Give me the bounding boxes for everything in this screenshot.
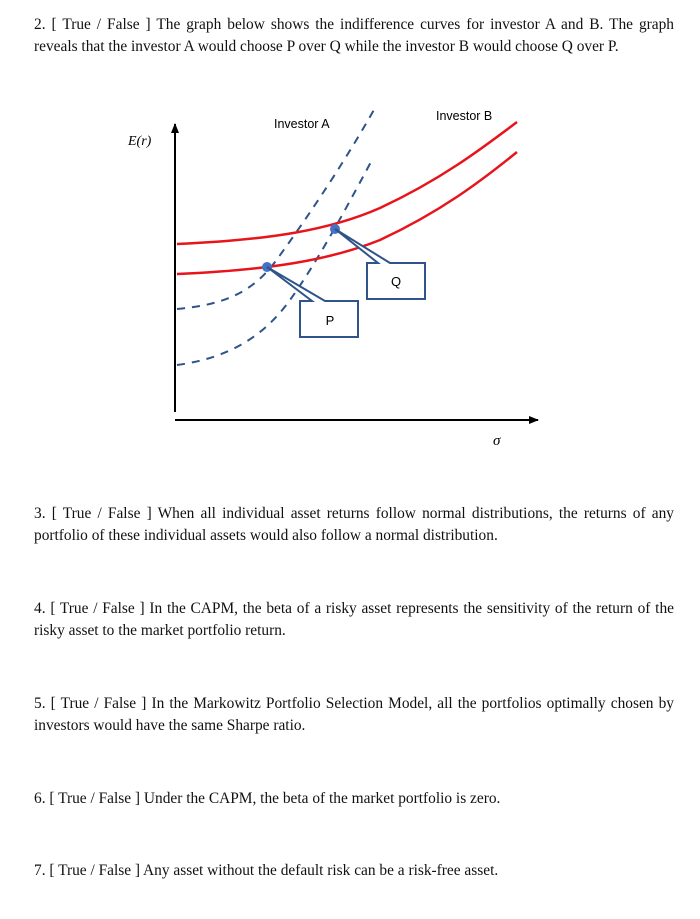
- question-4: [34, 598, 674, 642]
- question-number: 2.: [34, 16, 46, 33]
- question-number: 6.: [34, 790, 46, 807]
- question-3: [34, 503, 674, 547]
- question-number: 3.: [34, 505, 46, 522]
- true-false-options: [ True / False ]: [49, 862, 141, 879]
- callout-p: [267, 267, 358, 337]
- question-text: Under the CAPM, the beta of the market portfolio is zero.: [143, 790, 501, 807]
- question-5: [34, 693, 674, 737]
- question-number: 7.: [34, 862, 46, 879]
- question-2: [34, 14, 674, 58]
- true-false-options: [ True / False ]: [50, 600, 145, 617]
- point-p-label: P: [325, 313, 335, 328]
- true-false-options: [ True / False ]: [50, 695, 147, 712]
- investor-b-curve-lower: [177, 152, 517, 274]
- question-number: 4.: [34, 600, 46, 617]
- question-6: [34, 788, 674, 810]
- question-number: 5.: [34, 695, 46, 712]
- investor-b-label: Investor B: [436, 109, 493, 123]
- true-false-options: [ True / False ]: [49, 790, 141, 807]
- investor-b-curve-upper: [177, 122, 517, 244]
- investor-a-label: Investor A: [274, 117, 330, 131]
- question-text: Any asset without the default risk can be a risk-free asset.: [143, 862, 499, 879]
- y-axis-label: E(r): [128, 134, 152, 149]
- question-text: In the Markowitz Portfolio Selection Model, all the portfolios optimally chosen by investors would have the same Sharpe ratio.: [34, 695, 674, 734]
- true-false-options: [ True / False ]: [51, 505, 152, 522]
- question-7: [34, 860, 674, 882]
- question-text: The graph below shows the indifference curves for investor A and B. The graph reveals that the investor A would choose P over Q while the investor B would choose Q over P.: [34, 16, 674, 55]
- indifference-curve-graph: [0, 96, 700, 466]
- question-text: In the CAPM, the beta of a risky asset represents the sensitivity of the return of the risky asset to the market portfolio return.: [34, 600, 674, 639]
- point-q-label: Q: [390, 274, 402, 289]
- question-text: When all individual asset returns follow normal distributions, the returns of any portfolio of these individual assets would also follow a normal distribution.: [34, 505, 674, 544]
- x-axis-label: σ: [493, 433, 501, 449]
- true-false-options: [ True / False ]: [51, 16, 151, 33]
